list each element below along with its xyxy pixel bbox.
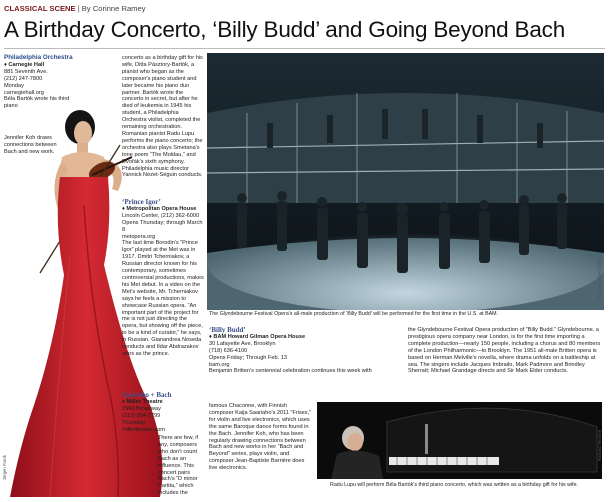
prince-igor-listing bbox=[122, 199, 204, 358]
saariaho-body: There are few, if any, composers who don't count Bach as an influence. This concert pairs Bach's “D minor Partita,” which includes the bbox=[158, 435, 199, 497]
radu-lupu-photo bbox=[317, 402, 602, 479]
violinist-caption: Jennifer Koh draws connections between Bach and new work. bbox=[4, 135, 57, 155]
kicker bbox=[4, 4, 604, 14]
saariaho-title: Saariaho + Bach bbox=[122, 391, 172, 399]
philadelphia-listing bbox=[4, 55, 84, 110]
ship-deck-illustration bbox=[207, 53, 604, 310]
saariaho-body-continued: famous Chaconne, with Finnish composer Kaija Saariaho's 2011 “Frises,” for violin and live electronics, which uses the same Baroque dance forms found in the Bach. Jennifer Koh, who has been regularly drawing connections between Bach and new works in her “Bach and Beyond” series, plays violin, and composer Jean-Baptiste Barrière does live electronics. bbox=[209, 403, 312, 472]
prince-igor-body: The last time Borodin's “Prince Igor” played at the Met was in 1917. Dmitri Tcherniakov, a Russian director known for his contemporary, sometimes controversial productions, makes his Met debut. In a video on the Met's website, Mr. Tcherniakov says he feels a mission to showcase Russian opera. “An important part of the project for me is not just directing the opera, but showing off the piece, to be a kind of curator,” he says, in Russian. Gianandrea Noseda conducts and Ildar Abdrazakov stars as the prince. bbox=[122, 240, 204, 357]
prince-igor-details: Lincoln Center, (212) 362-6000 Opens Thursday; through March 8 metopera.org bbox=[122, 212, 203, 240]
billy-budd-listing bbox=[209, 327, 399, 375]
radu-lupu-photo-caption: Radu Lupu will perform Béla Bartók's third piano concerto, which was written as a birthday gift for his wife. bbox=[330, 482, 579, 488]
billy-budd-photo bbox=[207, 53, 604, 310]
credit-main: Richard Hubert Smith bbox=[597, 258, 602, 300]
billy-budd-title: ‘Billy Budd’ bbox=[209, 326, 246, 334]
saariaho-details: 2960 Broadway (212) 854-7799 Thursday millertheatre.com bbox=[122, 405, 165, 433]
saariaho-venue: ♦ Miller Theatre bbox=[122, 398, 163, 405]
credit-left: Jürgen Frank bbox=[2, 455, 7, 481]
billy-budd-body-continued: the Glyndebourne Festival Opera production of “Billy Budd.” Glyndebourne, a prestigious opera company near London, is for the first time importing a complete production—nearly 150 people, including a chorus and 80 members of the London Philharmonic—to Brooklyn. The 1951 all-male Britten opera is based on Herman Melville's novella, where drama unfolds on a battleship at sea. The singers include Jacques Imbrailo, Mark Padmore and Brindley Sherratt; Michael Grandage directs and Sir Mark Elder conducts. bbox=[408, 327, 601, 375]
philadelphia-body: concerto as a birthday gift for his wife, Ditta Pásztory-Bartók, a pianist who began as the composer's piano student and later became his piano duo partner. Bartók wrote the concerto in secret, but after he died of leukemia in 1945 his student, a Philadelphia Orchestra violist, completed the remaining orchestration. Romanian pianist Radu Lupu performs the piano concerto; the orchestra also plays Smetana's tone poem “The Moldau,” and Dvořák's sixth symphony. Philadelphia music director Yannick Nézet-Séguin conducts. bbox=[122, 55, 203, 179]
billy-budd-venue: ♦ BAM Howard Gilman Opera House bbox=[209, 333, 306, 340]
philadelphia-details: 881 Seventh Ave. (212) 247-7800 Monday carnegiehall.org Béla Bartók wrote his third piano bbox=[4, 68, 70, 110]
billy-budd-photo-caption: The Glyndebourne Festival Opera's all-male production of ‘Billy Budd’ will be performed for the first time in the U.S. at BAM. bbox=[209, 311, 499, 317]
billy-budd-details: 30 Lafayette Ave, Brooklyn (718) 636-4100 Opens Friday; Through Feb. 13 bam.org bbox=[209, 340, 287, 368]
pianist-illustration bbox=[317, 402, 602, 479]
headline-rule bbox=[4, 48, 605, 49]
kicker-separator: | bbox=[75, 4, 82, 13]
philadelphia-heading: Philadelphia Orchestra bbox=[4, 54, 73, 61]
byline: By Corinne Ramey bbox=[81, 4, 146, 13]
prince-igor-venue: ♦ Metropolitan Opera House bbox=[122, 205, 197, 212]
prince-igor-title: ‘Prince Igor’ bbox=[122, 198, 161, 206]
billy-budd-body: Benjamin Britten's centennial celebration continues this week with bbox=[209, 368, 372, 375]
saariaho-listing bbox=[122, 392, 204, 433]
headline: A Birthday Concerto, ‘Billy Budd’ and Going Beyond Bach bbox=[4, 17, 566, 42]
section-label: CLASSICAL SCENE bbox=[4, 4, 76, 13]
philadelphia-venue: ♦ Carnegie Hall bbox=[4, 61, 45, 68]
credit-piano: Richard Termine bbox=[597, 430, 602, 462]
